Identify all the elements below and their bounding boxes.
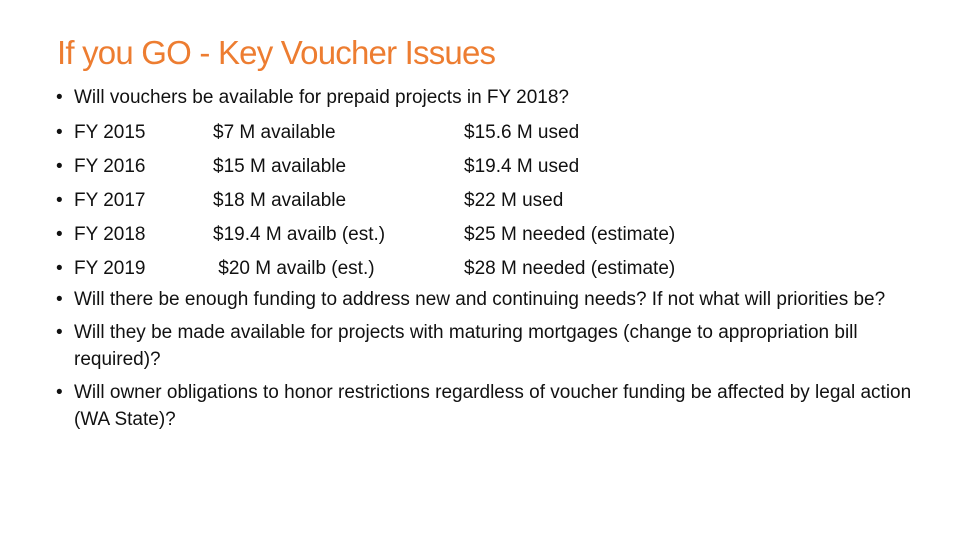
amount-used: $15.6 M used [464, 122, 580, 143]
bullet-marker: • [56, 258, 63, 279]
amount-available: $19.4 M availb (est.) [213, 224, 386, 245]
slide-title: If you GO - Key Voucher Issues [57, 34, 496, 71]
intro-question: Will vouchers be available for prepaid projects in FY 2018? [74, 87, 569, 108]
question-bullet [56, 319, 936, 373]
question-text: Will they be made available for projects with maturing mortgages (change to appropriation bill required)? [74, 322, 858, 370]
bullet-marker: • [56, 87, 63, 108]
amount-used: $25 M needed (estimate) [464, 224, 676, 245]
fiscal-year: FY 2017 [74, 190, 146, 211]
bullet-marker: • [56, 156, 63, 177]
bullet-marker: • [56, 224, 63, 245]
amount-available: $20 M availb (est.) [213, 258, 375, 279]
question-text: Will there be enough funding to address new and continuing needs? If not what will priorities be? [74, 289, 886, 310]
intro-bullet [56, 84, 936, 111]
fiscal-year: FY 2015 [74, 122, 146, 143]
amount-available: $18 M available [213, 190, 347, 211]
funding-row [56, 116, 936, 150]
fiscal-year: FY 2016 [74, 156, 146, 177]
amount-available: $15 M available [213, 156, 347, 177]
fiscal-year: FY 2019 [74, 258, 146, 279]
funding-table [56, 116, 936, 286]
question-bullet [56, 286, 936, 313]
amount-used: $22 M used [464, 190, 564, 211]
funding-row [56, 218, 936, 252]
fiscal-year: FY 2018 [74, 224, 146, 245]
funding-row [56, 150, 936, 184]
bullet-marker: • [56, 190, 63, 211]
amount-used: $28 M needed (estimate) [464, 258, 676, 279]
amount-available: $7 M available [213, 122, 336, 143]
question-bullet [56, 379, 936, 433]
bullet-marker: • [56, 322, 63, 343]
funding-row [56, 252, 936, 286]
bullet-marker: • [56, 382, 63, 403]
question-text: Will owner obligations to honor restrictions regardless of voucher funding be affected by legal action (WA State)? [74, 382, 912, 430]
amount-used: $19.4 M used [464, 156, 580, 177]
bullet-marker: • [56, 122, 63, 143]
slide-body [56, 84, 936, 433]
funding-row [56, 184, 936, 218]
bullet-marker: • [56, 289, 63, 310]
